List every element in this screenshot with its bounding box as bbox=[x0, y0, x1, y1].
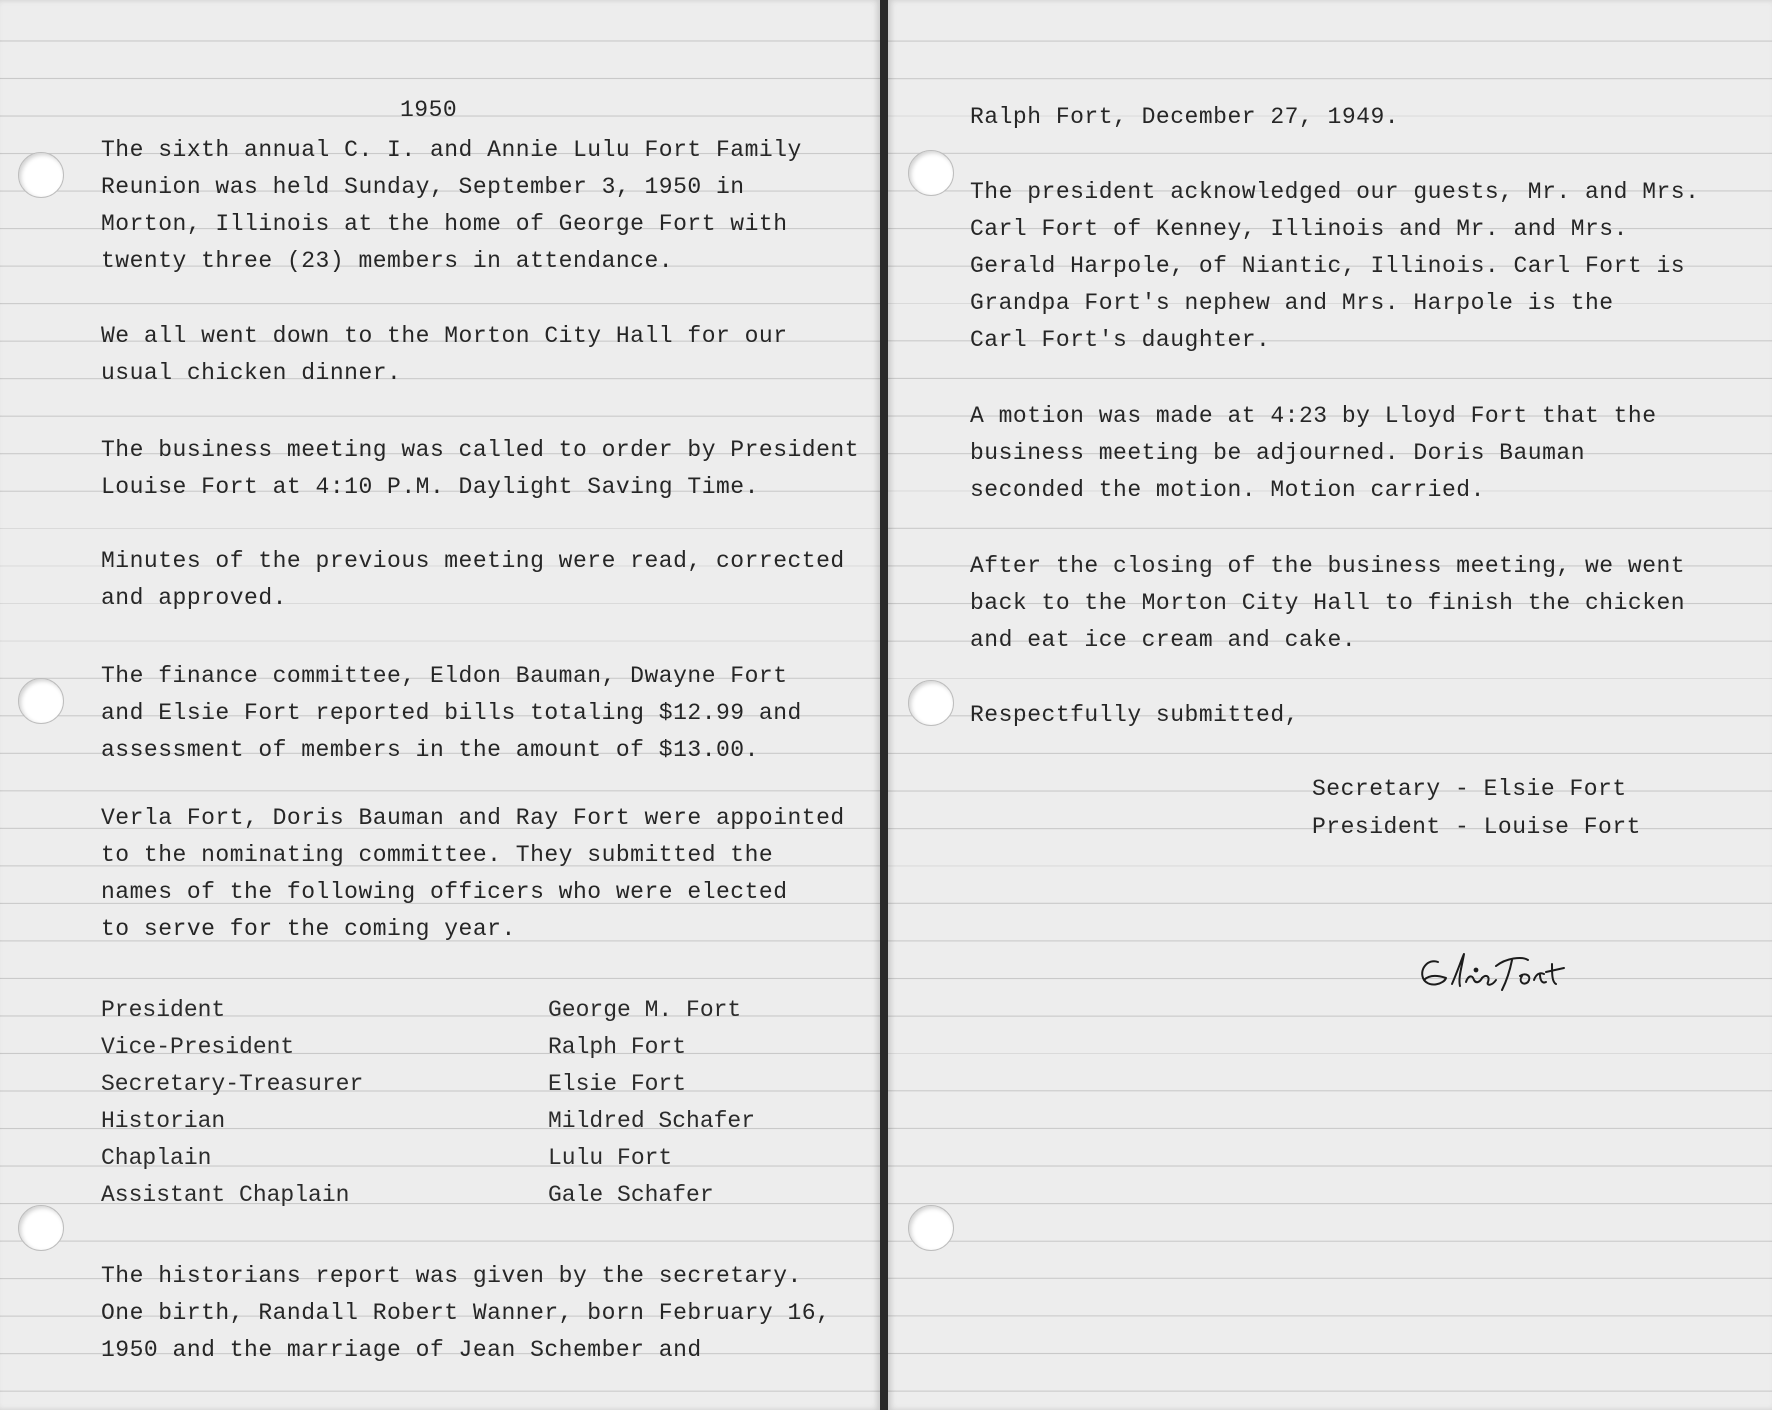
punch-hole bbox=[18, 1205, 64, 1251]
punch-hole bbox=[908, 150, 954, 196]
paragraph-reunion-intro: The sixth annual C. I. and Annie Lulu Fort Family Reunion was held Sunday, September 3, 1950 in Morton, Illinois at the home of George Fort with twenty three (23) members in attendance. bbox=[101, 137, 802, 274]
page-year-heading: 1950 bbox=[400, 97, 458, 123]
paragraph-closing: After the closing of the business meeting, we went back to the Morton City Hall to finish the chicken and eat ice cream and cake. bbox=[970, 553, 1686, 653]
punch-hole bbox=[18, 678, 64, 724]
officer-name: Gale Schafer bbox=[548, 1182, 714, 1208]
officer-name: Lulu Fort bbox=[548, 1145, 673, 1171]
right-page bbox=[888, 0, 1772, 1410]
paragraph-guests: The president acknowledged our guests, Mr. and Mrs. Carl Fort of Kenney, Illinois and Mr. and Mrs. Gerald Harpole, of Niantic, Illinois. Carl Fort is Grandpa Fort's nephew and Mrs. Harpole is the Carl Fort's daughter. bbox=[970, 179, 1700, 353]
paragraph-nominating: Verla Fort, Doris Bauman and Ray Fort were appointed to the nominating committee. They submitted the names of the following officers who were elected to serve for the coming year. bbox=[101, 805, 845, 942]
officer-name: Elsie Fort bbox=[548, 1071, 687, 1097]
officer-name: Mildred Schafer bbox=[548, 1108, 756, 1134]
paragraph-dinner: We all went down to the Morton City Hall for our usual chicken dinner. bbox=[101, 323, 788, 386]
officer-role: Historian bbox=[101, 1108, 226, 1134]
paragraph-respectfully: Respectfully submitted, bbox=[970, 702, 1299, 728]
continuation-line: Ralph Fort, December 27, 1949. bbox=[970, 104, 1400, 130]
officer-role: Vice-President bbox=[101, 1034, 295, 1060]
officer-role: Assistant Chaplain bbox=[101, 1182, 350, 1208]
officer-role: Chaplain bbox=[101, 1145, 212, 1171]
paragraph-historian-report: The historians report was given by the secretary. One birth, Randall Robert Wanner, born February 16, 1950 and the marriage of Jean Schember and bbox=[101, 1263, 831, 1363]
signoff-president: President - Louise Fort bbox=[1312, 814, 1641, 840]
paragraph-minutes: Minutes of the previous meeting were read, corrected and approved. bbox=[101, 548, 845, 611]
officer-name: Ralph Fort bbox=[548, 1034, 687, 1060]
officer-name: George M. Fort bbox=[548, 997, 742, 1023]
left-page bbox=[0, 0, 880, 1410]
punch-hole bbox=[908, 680, 954, 726]
paragraph-adjourn-motion: A motion was made at 4:23 by Lloyd Fort that the business meeting be adjourned. Doris Bauman seconded the motion. Motion carried. bbox=[970, 403, 1657, 503]
punch-hole bbox=[908, 1205, 954, 1251]
signoff-secretary: Secretary - Elsie Fort bbox=[1312, 776, 1627, 802]
handwritten-signature bbox=[1410, 940, 1590, 1000]
officer-role: President bbox=[101, 997, 226, 1023]
paragraph-finance: The finance committee, Eldon Bauman, Dwayne Fort and Elsie Fort reported bills totaling $12.99 and assessment of members in the amount of $13.00. bbox=[101, 663, 802, 763]
officer-role: Secretary-Treasurer bbox=[101, 1071, 364, 1097]
paragraph-meeting-called: The business meeting was called to order by President Louise Fort at 4:10 P.M. Daylight Saving Time. bbox=[101, 437, 860, 500]
punch-hole bbox=[18, 152, 64, 198]
